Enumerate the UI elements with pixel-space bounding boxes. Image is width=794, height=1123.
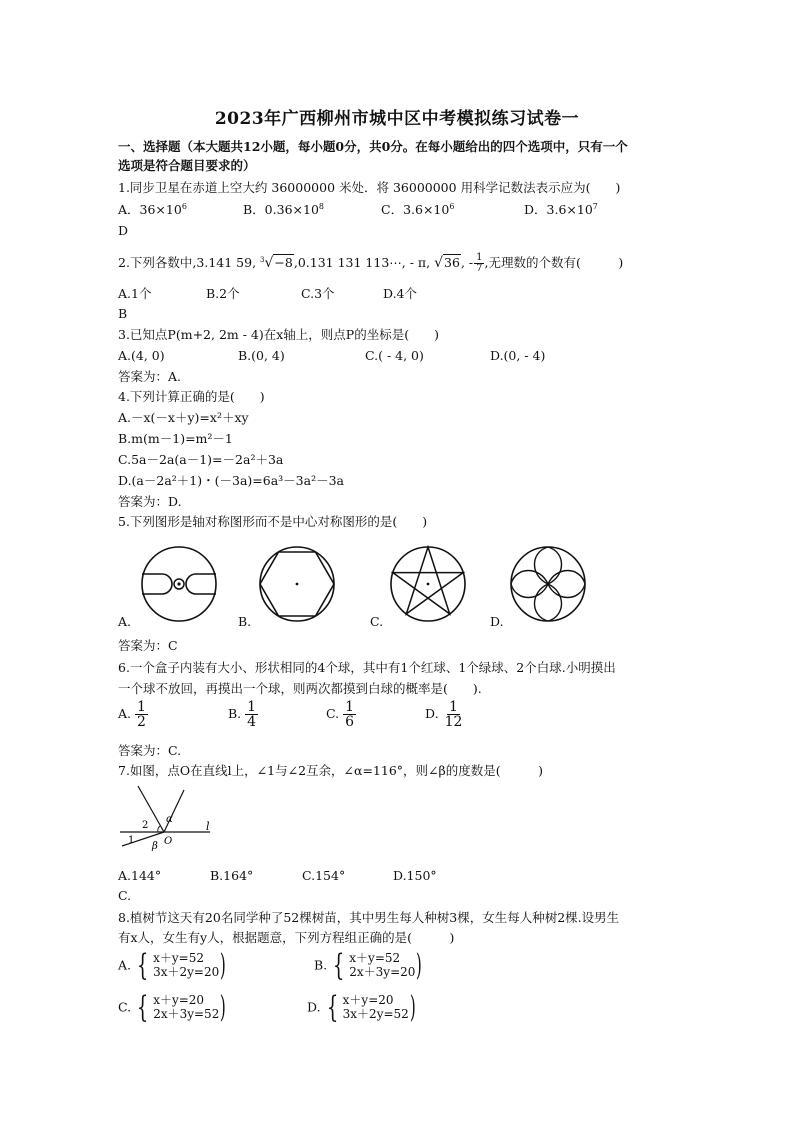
q3-option-a: A.(4, 0) <box>118 348 165 363</box>
figure-d-petals-in-circle <box>510 546 586 622</box>
q1-answer: D <box>118 223 129 238</box>
q3-stem: 3.已知点P(m+2, 2m - 4)在x轴上，则点P的坐标是( ) <box>118 327 439 342</box>
q5-option-d: D. <box>490 614 504 629</box>
q7-angle-figure <box>118 786 218 856</box>
q8-option-a: A. { x＋y=52 3x＋2y=20 ) <box>118 948 227 983</box>
q4-stem: 4.下列计算正确的是( ) <box>118 389 265 404</box>
q7-option-b: B.164° <box>210 868 254 883</box>
section-heading-line1: 一、选择题（本大题共12小题，每小题0分，共0分。在每小题给出的四个选项中，只有一个 <box>118 139 628 154</box>
q4-option-b: B.m(m－1)=m²－1 <box>118 431 233 446</box>
q7-option-c: C.154° <box>302 868 346 883</box>
q1-option-d: D．$3.6\times 10^7$ <box>524 201 598 217</box>
q2-option-b: B.2个 <box>206 286 240 301</box>
page-title: 2023年广西柳州市城中区中考模拟练习试卷一 <box>214 109 580 129</box>
q8-stem-line2: 有x人，女生有y人，根据题意，下列方程组正确的是( ) <box>118 930 455 945</box>
q6-option-a: A. $\frac{1}{2}$ <box>118 699 146 730</box>
label-o: O <box>164 836 173 847</box>
q6-answer: 答案为：C. <box>118 743 182 758</box>
q5-option-a: A. <box>118 614 132 629</box>
figure-c-pentagram-in-circle <box>389 546 467 622</box>
q4-answer: 答案为：D. <box>118 494 182 509</box>
q6-option-b: B. $\frac{1}{4}$ <box>228 699 257 730</box>
q8-stem-line1: 8.植树节这天有20名同学种了52棵树苗，其中男生每人种树3棵，女生每人种树2棵.设男生 <box>118 910 620 925</box>
figure-a-circle-with-slots <box>138 546 220 622</box>
q4-option-a: A.－x(－x＋y)=x²＋xy <box>118 410 249 425</box>
q6-option-c: C. $\frac{1}{6}$ <box>326 699 355 730</box>
cube-root: $^3$√−8 <box>260 255 293 271</box>
q3-option-d: D.(0, - 4) <box>490 348 546 363</box>
q2-stem: 2.下列各数中,3.141 59, $^3$√−8,0.131 131 113⋯, - π, √36, - $\frac{1}{7}$ ,无理数的个数有( ) <box>118 252 624 274</box>
label-beta: β <box>152 841 158 852</box>
q7-stem: 7.如图，点O在直线l上，∠1与∠2互余，∠α=116°，则∠β的度数是( ) <box>118 763 543 778</box>
q7-option-d: D.150° <box>393 868 437 883</box>
q6-stem-line2: 一个球不放回，再摸出一个球，则两次都摸到白球的概率是( ). <box>118 681 482 696</box>
square-root: √36 <box>434 255 460 271</box>
q2-option-c: C.3个 <box>301 286 335 301</box>
q1-stem: 1.同步卫星在赤道上空大约 36000000 米处．将 36000000 用科学记数法表示应为( ) <box>118 180 621 195</box>
q3-answer: 答案为：A. <box>118 369 182 384</box>
q1-option-b: B．$0.36\times 10^8$ <box>243 201 324 217</box>
q7-option-a: A.144° <box>118 868 162 883</box>
q2-option-d: D.4个 <box>383 286 418 301</box>
q1-option-c: C．$3.6\times 10^6$ <box>381 201 455 217</box>
q6-option-d: D. $\frac{1}{12}$ <box>425 699 463 730</box>
section-heading-line2: 选项是符合题目要求的） <box>118 158 256 173</box>
q2-answer: B <box>118 306 128 321</box>
figure-b-hexagon-in-circle <box>258 546 336 622</box>
q8-option-d: D. { x＋y=20 3x＋2y=52 ) <box>307 990 416 1025</box>
label-alpha: α <box>166 814 173 825</box>
q5-option-b: B. <box>238 614 252 629</box>
q5-answer: 答案为：C <box>118 638 178 653</box>
label-l: l <box>206 820 210 833</box>
q3-option-b: B.(0, 4) <box>238 348 285 363</box>
q2-option-a: A.1个 <box>118 286 152 301</box>
q4-option-c: C.5a－2a(a－1)=－2a²＋3a <box>118 452 284 467</box>
q8-option-b: B. { x＋y=52 2x＋3y=20 ) <box>314 948 423 983</box>
q6-stem-line1: 6.一个盒子内装有大小、形状相同的4个球，其中有1个红球、1个绿球、2个白球.小明摸出 <box>118 660 616 675</box>
label-one: 1 <box>128 835 135 846</box>
q3-option-c: C.( - 4, 0) <box>365 348 424 363</box>
q1-option-a: A．$36\times 10^6$ <box>118 201 187 217</box>
q4-option-d: D.(a－2a²＋1)・(－3a)=6a³－3a²－3a <box>118 473 344 488</box>
q5-stem: 5.下列图形是轴对称图形而不是中心对称图形的是( ) <box>118 514 428 529</box>
label-two: 2 <box>142 820 149 831</box>
q8-option-c: C. { x＋y=20 2x＋3y=52 ) <box>118 990 227 1025</box>
q7-answer: C. <box>118 888 132 903</box>
q2-fraction: $\frac{1}{7}$ <box>476 252 483 274</box>
q5-option-c: C. <box>370 614 384 629</box>
